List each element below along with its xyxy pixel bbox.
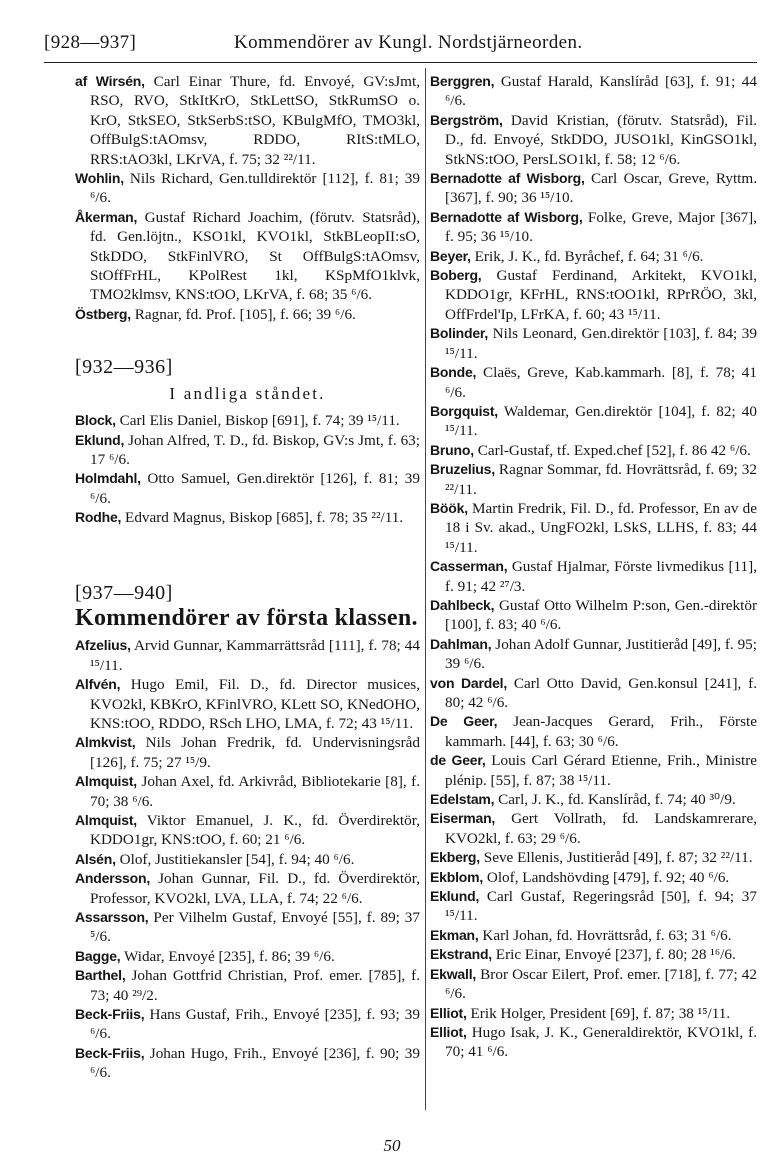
entry-name: Ekman,: [430, 926, 479, 943]
register-entry: [430, 751, 757, 790]
section-subtitle: I andliga ståndet.: [169, 383, 326, 403]
register-entry: [430, 965, 757, 1004]
entry-name: Andersson,: [75, 870, 151, 887]
register-entry: [75, 411, 420, 430]
entry-text: Folke, Greve, Major [367], f. 95; 36 ¹⁵/10.: [445, 208, 757, 246]
page-number: 50: [383, 1136, 401, 1155]
register-entry: [430, 557, 757, 596]
entry-name: Bruno,: [430, 441, 474, 458]
entry-text: Carl Gustaf, Regeringsråd [50], f. 94; 37 ¹⁵/11.: [445, 888, 757, 925]
entry-text: Gert Vollrath, fd. Landskamrerare, KVO2kl, f. 63; 29 ⁶/6.: [445, 810, 757, 847]
entry-text: Gustaf Otto Wilhelm P:son, Gen.-direktör [100], f. 83; 40 ⁶/6.: [445, 596, 757, 634]
entry-text: Carl Oscar, Greve, Ryttm. [367], f. 90; 36 ¹⁵/10.: [445, 170, 757, 207]
entry-text: Johan Axel, fd. Arkivråd, Bibliotekarie [8], f. 70; 38 ⁶/6.: [90, 773, 420, 810]
entry-text: David Kristian, (förutv. Statsråd), Fil. D., fd. Envoyé, StkDDO, JUSO1kl, KinGSO1kl, StkNS:tOO, PersLSO1kl, f. 58; 12 ⁶/6.: [445, 111, 757, 168]
register-entry: [430, 111, 757, 169]
entry-range: [928—937]: [44, 32, 137, 53]
entry-list-top: [75, 72, 420, 324]
entry-text: Eric Einar, Envoyé [237], f. 80; 28 ¹⁶/6.: [492, 946, 736, 964]
entry-text: Nils Leonard, Gen.direktör [103], f. 84; 39 ¹⁵/11.: [445, 325, 757, 362]
entry-text: Ragnar Sommar, fd. Hovrättsråd, f. 69; 32 ²²/11.: [445, 461, 757, 498]
entry-name: De Geer,: [430, 713, 498, 730]
register-entry: [430, 441, 757, 460]
entry-name: Åkerman,: [75, 208, 138, 225]
register-entry: [75, 508, 420, 527]
section-number: [932—936]: [75, 356, 173, 379]
register-entry: [430, 848, 757, 867]
entry-text: Martin Fredrik, Fil. D., fd. Professor, En av de 18 i Sv. akad., UngFO2kl, LSkS, LLHS, f. 83; 44 ¹⁵/11.: [445, 499, 757, 556]
register-entry: [75, 169, 420, 208]
register-entry: [430, 324, 757, 363]
entry-text: Johan Alfred, T. D., fd. Biskop, GV:s Jmt, f. 63; 17 ⁶/6.: [90, 431, 420, 468]
entry-text: Carl Otto David, Gen.konsul [241], f. 80; 42 ⁶/6.: [445, 674, 758, 711]
entry-text: Otto Samuel, Gen.direktör [126], f. 81; 39 ⁶/6.: [90, 470, 420, 507]
entry-text: Hugo Isak, J. K., Generaldirektör, KVO1kl, f. 70; 41 ⁶/6.: [445, 1023, 757, 1061]
entry-text: Nils Johan Fredrik, fd. Undervisningsråd [126], f. 75; 27 ¹⁵/9.: [90, 734, 420, 771]
entry-name: Eklund,: [75, 431, 125, 448]
register-entry: [430, 1023, 757, 1062]
right-column: [430, 72, 757, 1062]
register-entry: [75, 305, 420, 324]
entry-name: Beck-Friis,: [75, 1044, 145, 1061]
entry-text: Johan Gunnar, Fil. D., fd. Överdirektör, Professor, KVO2kl, LVA, LLA, f. 74; 22 ⁶/6.: [90, 870, 420, 907]
entry-name: von Dardel,: [430, 674, 508, 691]
entry-name: Bruzelius,: [430, 461, 495, 478]
entry-text: Carl Einar Thure, fd. Envoyé, GV:sJmt, RSO, RVO, StkItKrO, StkLettSO, StkRumSO o. KrO, StkSEO, StkSerbS:tSO, KBulgMfO, TMO3kl, OffBulgS:tAOmsv, RDDO, RItS:tMLO, RRS:tAO3kl, LKrVA, f. 75; 32 ²²/11.: [90, 73, 421, 168]
register-entry: [75, 850, 420, 869]
entry-name: Alfvén,: [75, 676, 121, 693]
register-entry: [430, 809, 757, 848]
section-title: Kommendörer av första klassen.: [75, 604, 418, 631]
entry-text: Widar, Envoyé [235], f. 86; 39 ⁶/6.: [120, 947, 335, 965]
entry-text: Johan Gottfrid Christian, Prof. emer. [785], f. 73; 40 ²⁹/2.: [90, 967, 420, 1004]
register-entry: [430, 72, 757, 111]
entry-text: Carl-Gustaf, tf. Exped.chef [52], f. 86 42 ⁶/6.: [473, 441, 751, 459]
register-entry: [430, 1004, 757, 1023]
register-entry: [75, 675, 420, 733]
register-entry: [430, 926, 757, 945]
entry-text: Gustaf Harald, Kanslíråd [63], f. 91; 44 ⁶/6.: [445, 73, 757, 110]
register-entry: [430, 674, 757, 713]
entry-name: Assarsson,: [75, 909, 149, 926]
entry-name: Eklund,: [430, 888, 480, 905]
entry-text: Hans Gustaf, Frih., Envoyé [235], f. 93; 39 ⁶/6.: [90, 1006, 420, 1043]
header-rule: [44, 62, 757, 63]
register-entry: [430, 790, 757, 809]
entry-text: Edvard Magnus, Biskop [685], f. 78; 35 ²²/11.: [121, 509, 404, 527]
register-entry: [430, 887, 757, 926]
register-entry: [430, 247, 757, 266]
entry-name: Boberg,: [430, 267, 482, 284]
entry-text: Gustaf Hjalmar, Förste livmedikus [11], f. 91; 42 ²⁷/3.: [445, 558, 757, 595]
section-number: [937—940]: [75, 581, 173, 604]
register-entry: [430, 712, 757, 751]
running-header: [44, 32, 754, 58]
entry-text: Gustaf Ferdinand, Arkitekt, KVO1kl, KDDO1gr, KFrHL, RNS:tOO1kl, RPrRÖO, 3kl, OffFrdel'Ip, LFrKA, f. 60; 43 ¹⁵/11.: [445, 267, 757, 323]
register-entry: [75, 811, 420, 850]
entry-name: Böök,: [430, 499, 468, 516]
entry-text: Olof, Justitiekansler [54], f. 94; 40 ⁶/6.: [115, 850, 355, 868]
entry-name: Bergström,: [430, 111, 503, 128]
entry-text: Viktor Emanuel, J. K., fd. Överdirektör, KDDO1gr, KNS:tOO, f. 60; 21 ⁶/6.: [90, 812, 420, 849]
entry-name: Berggren,: [430, 73, 495, 89]
entry-text: Johan Hugo, Frih., Envoyé [236], f. 90; 39 ⁶/6.: [90, 1044, 420, 1082]
entry-text: Nils Richard, Gen.tulldirektör [112], f. 81; 39 ⁶/6.: [90, 170, 420, 207]
entry-text: Ragnar, fd. Prof. [105], f. 66; 39 ⁶/6.: [130, 305, 356, 323]
entry-text: Bror Oscar Eilert, Prof. emer. [718], f. 77; 42 ⁶/6.: [445, 965, 757, 1003]
running-title: Kommendörer av Kungl. Nordstjärneorden.: [234, 32, 583, 53]
entry-text: Johan Adolf Gunnar, Justitieråd [49], f. 95; 39 ⁶/6.: [445, 635, 757, 673]
register-entry: [430, 402, 757, 441]
entry-name: Edelstam,: [430, 791, 495, 808]
entry-name: Borgquist,: [430, 402, 498, 419]
register-entry: [75, 966, 420, 1005]
entry-name: Beyer,: [430, 247, 471, 264]
entry-text: Olof, Landshövding [479], f. 92; 40 ⁶/6.: [483, 868, 730, 886]
entry-text: Jean-Jacques Gerard, Frih., Förste kammarh. [44], f. 63; 30 ⁶/6.: [445, 713, 757, 750]
entry-text: Erik Holger, President [69], f. 87; 38 ¹⁵/11.: [466, 1004, 731, 1022]
entry-text: Waldemar, Gen.direktör [104], f. 82; 40 ¹⁵/11.: [445, 402, 757, 440]
register-entry: [75, 908, 420, 947]
entry-name: Alsén,: [75, 850, 116, 867]
entry-text: Erik, J. K., fd. Byråchef, f. 64; 31 ⁶/6.: [470, 247, 704, 265]
entry-name: Beck-Friis,: [75, 1006, 145, 1023]
entry-name: Bolinder,: [430, 325, 489, 342]
entry-name: Elliot,: [430, 1023, 467, 1040]
register-entry: [75, 772, 420, 811]
entry-name: Almquist,: [75, 773, 137, 790]
register-entry: [75, 636, 420, 675]
register-entry: [430, 635, 757, 674]
entry-name: Bagge,: [75, 947, 121, 964]
register-entry: [430, 208, 757, 247]
register-entry: [430, 266, 757, 324]
entry-text: Carl, J. K., fd. Kanslíråd, f. 74; 40 ³⁰/9.: [494, 791, 736, 809]
entry-text: Per Vilhelm Gustaf, Envoyé [55], f. 89; 37 ⁵/6.: [90, 909, 420, 946]
register-entry: [75, 733, 420, 772]
entry-text: Gustaf Richard Joachim, (förutv. Statsråd), fd. Gen.löjtn., KSO1kl, KVO1kl, StkBLeopII:sO, StkDDO, StkFinlVRO, St OffBulgS:tAOmsv, StOffFrHL, KPolRest 1kl, KSpMfO1klvk, TMO2klmsv, KNS:tOO, LKrVA, f. 68; 35 ⁶/6.: [90, 208, 420, 304]
entry-name: de Geer,: [430, 752, 486, 769]
entry-name: Barthel,: [75, 967, 126, 984]
entry-name: Almquist,: [75, 812, 137, 828]
entry-text: Arvid Gunnar, Kammarrättsråd [111], f. 78; 44 ¹⁵/11.: [90, 637, 420, 674]
entry-name: Bonde,: [430, 364, 477, 381]
entry-text: Seve Ellenis, Justitieråd [49], f. 87; 32 ²²/11.: [479, 849, 753, 867]
register-entry: [430, 460, 757, 499]
entry-name: Almkvist,: [75, 734, 136, 751]
entry-name: Casserman,: [430, 558, 508, 575]
entry-text: Hugo Emil, Fil. D., fd. Director musices, KVO2kl, KBKrO, KFinlVRO, KLett SO, KNedOHO, KNS:tOO, RDDO, RSch LHO, LMA, f. 72; 43 ¹⁵/11.: [90, 676, 420, 732]
register-entry: [75, 1005, 420, 1044]
entry-name: Elliot,: [430, 1004, 467, 1021]
entry-text: Karl Johan, fd. Hovrättsråd, f. 63; 31 ⁶/6.: [478, 926, 732, 944]
register-entry: [430, 596, 757, 635]
entry-list-clergy: [75, 411, 420, 527]
column-divider: [425, 68, 426, 1110]
entry-name: Ekwall,: [430, 965, 477, 982]
entry-name: Bernadotte af Wisborg,: [430, 208, 583, 225]
entry-name: af Wirsén,: [75, 73, 145, 89]
entry-text: Louis Carl Gérard Etienne, Frih., Ministre plénip. [55], f. 87; 38 ¹⁵/11.: [445, 752, 757, 789]
register-entry: [75, 1044, 420, 1083]
entry-name: Ekberg,: [430, 849, 480, 866]
register-entry: [430, 499, 757, 557]
register-entry: [75, 431, 420, 470]
left-column: [75, 72, 420, 1083]
entry-name: Dahlman,: [430, 635, 492, 652]
register-entry: [430, 169, 757, 208]
entry-name: Östberg,: [75, 305, 131, 322]
register-entry: [430, 363, 757, 402]
register-entry: [430, 868, 757, 887]
entry-name: Wohlin,: [75, 170, 124, 187]
entry-name: Ekstrand,: [430, 946, 492, 963]
entry-name: Dahlbeck,: [430, 596, 495, 613]
register-entry: [75, 72, 420, 169]
register-entry: [75, 947, 420, 966]
entry-name: Rodhe,: [75, 509, 122, 526]
entry-text: Claës, Greve, Kab.kammarh. [8], f. 78; 41 ⁶/6.: [445, 364, 757, 401]
entry-list-first-class: [75, 636, 420, 1082]
entry-name: Eiserman,: [430, 810, 496, 827]
entry-list-right: [430, 72, 757, 1062]
entry-text: Carl Elis Daniel, Biskop [691], f. 74; 39 ¹⁵/11.: [115, 412, 400, 430]
register-entry: [75, 869, 420, 908]
entry-name: Ekblom,: [430, 868, 484, 885]
register-entry: [75, 469, 420, 508]
register-entry: [75, 208, 420, 305]
register-entry: [430, 945, 757, 964]
entry-name: Block,: [75, 412, 116, 429]
entry-name: Bernadotte af Wisborg,: [430, 170, 585, 187]
entry-name: Holmdahl,: [75, 470, 141, 487]
entry-name: Afzelius,: [75, 637, 131, 654]
